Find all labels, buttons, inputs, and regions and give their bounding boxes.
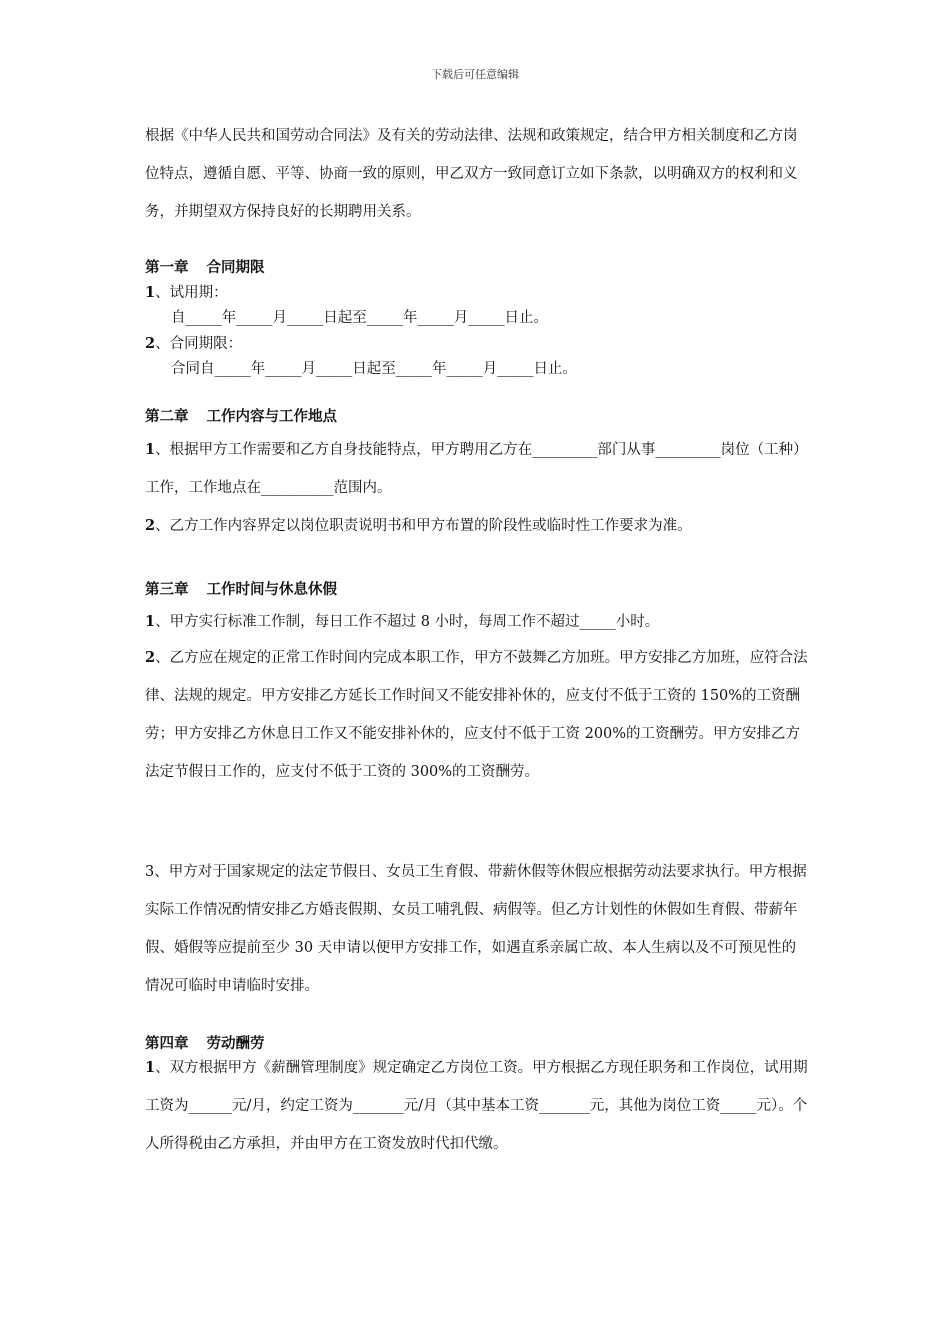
chapter-2-number: 第二章 [145,408,189,425]
ch3-item-2: 2、乙方应在规定的正常工作时间内完成本职工作，甲方不鼓舞乙方加班。甲方安排乙方加班，应符合法律、法规的规定。甲方安排乙方延长工作时间又不能安排补休的，应支付不低于工资的 150%的工资酬劳；甲方安排乙方休息日工作又不能安排补休的，应支付不低于工资 200%的工资酬劳。甲方安排乙方法定节假日工作的，应支付不低于工资的 300%的工资酬劳。 [145,649,808,780]
ch2-item-1: 1、根据甲方工作需要和乙方自身技能特点，甲方聘用乙方在_________部门从事_________岗位（工种）工作，工作地点在__________范围内。 [145,441,808,496]
chapter-1-title: 合同期限 [206,259,265,276]
chapter-1-heading [145,255,810,280]
chapter-3-title: 工作时间与休息休假 [206,581,337,598]
chapter-1-body [145,280,810,382]
ch4-item-1: 1、双方根据甲方《薪酬管理制度》规定确定乙方岗位工资。甲方根据乙方现任职务和工作岗位，试用期工资为______元/月，约定工资为_______元/月（其中基本工资_______元，其他为岗位工资_____元）。个人所得税由乙方承担，并由甲方在工资发放时代扣代缴。 [145,1059,808,1152]
page-header-note: 下载后可任意编辑 [431,68,519,81]
intro-paragraph: 根据《中华人民共和国劳动合同法》及有关的劳动法律、法规和政策规定，结合甲方相关制度和乙方岗位特点，遵循自愿、平等、协商一致的原则，甲乙双方一致同意订立如下条款，以明确双方的权利和义务，并期望双方保持良好的长期聘用关系。 [145,128,798,220]
chapter-4-number: 第四章 [145,1035,189,1052]
chapter-4-title: 劳动酬劳 [206,1035,265,1052]
ch1-item-2-text: 合同自_____年_____月_____日起至_____年_____月_____日止。 [171,361,577,377]
chapter-1-number: 第一章 [145,259,189,276]
chapter-2-title: 工作内容与工作地点 [206,408,337,425]
ch1-item-1-label: 1、试用期： [145,284,228,301]
ch3-item-1: 1、甲方实行标准工作制，每日工作不超过 8 小时，每周工作不超过_____小时。 [145,613,660,630]
chapter-3-heading [145,577,810,602]
ch2-item-2: 2、乙方工作内容界定以岗位职责说明书和甲方布置的阶段性或临时性工作要求为准。 [145,517,692,534]
ch1-item-2-label: 2、合同期限： [145,335,243,352]
chapter-2-heading [145,404,810,429]
ch1-item-1-text: 自_____年_____月_____日起至_____年_____月_____日止。 [171,310,548,326]
ch3-item-3: 3、甲方对于国家规定的法定节假日、女员工生育假、带薪休假等休假应根据劳动法要求执行。甲方根据实际工作情况酌情安排乙方婚丧假期、女员工哺乳假、病假等。但乙方计划性的休假如生育假、带薪年假、婚假等应提前至少 30 天申请以便甲方安排工作，如遇直系亲属亡故、本人生病以及不可预见性的情况可临时申请临时安排。 [145,864,807,994]
chapter-3-number: 第三章 [145,581,189,598]
